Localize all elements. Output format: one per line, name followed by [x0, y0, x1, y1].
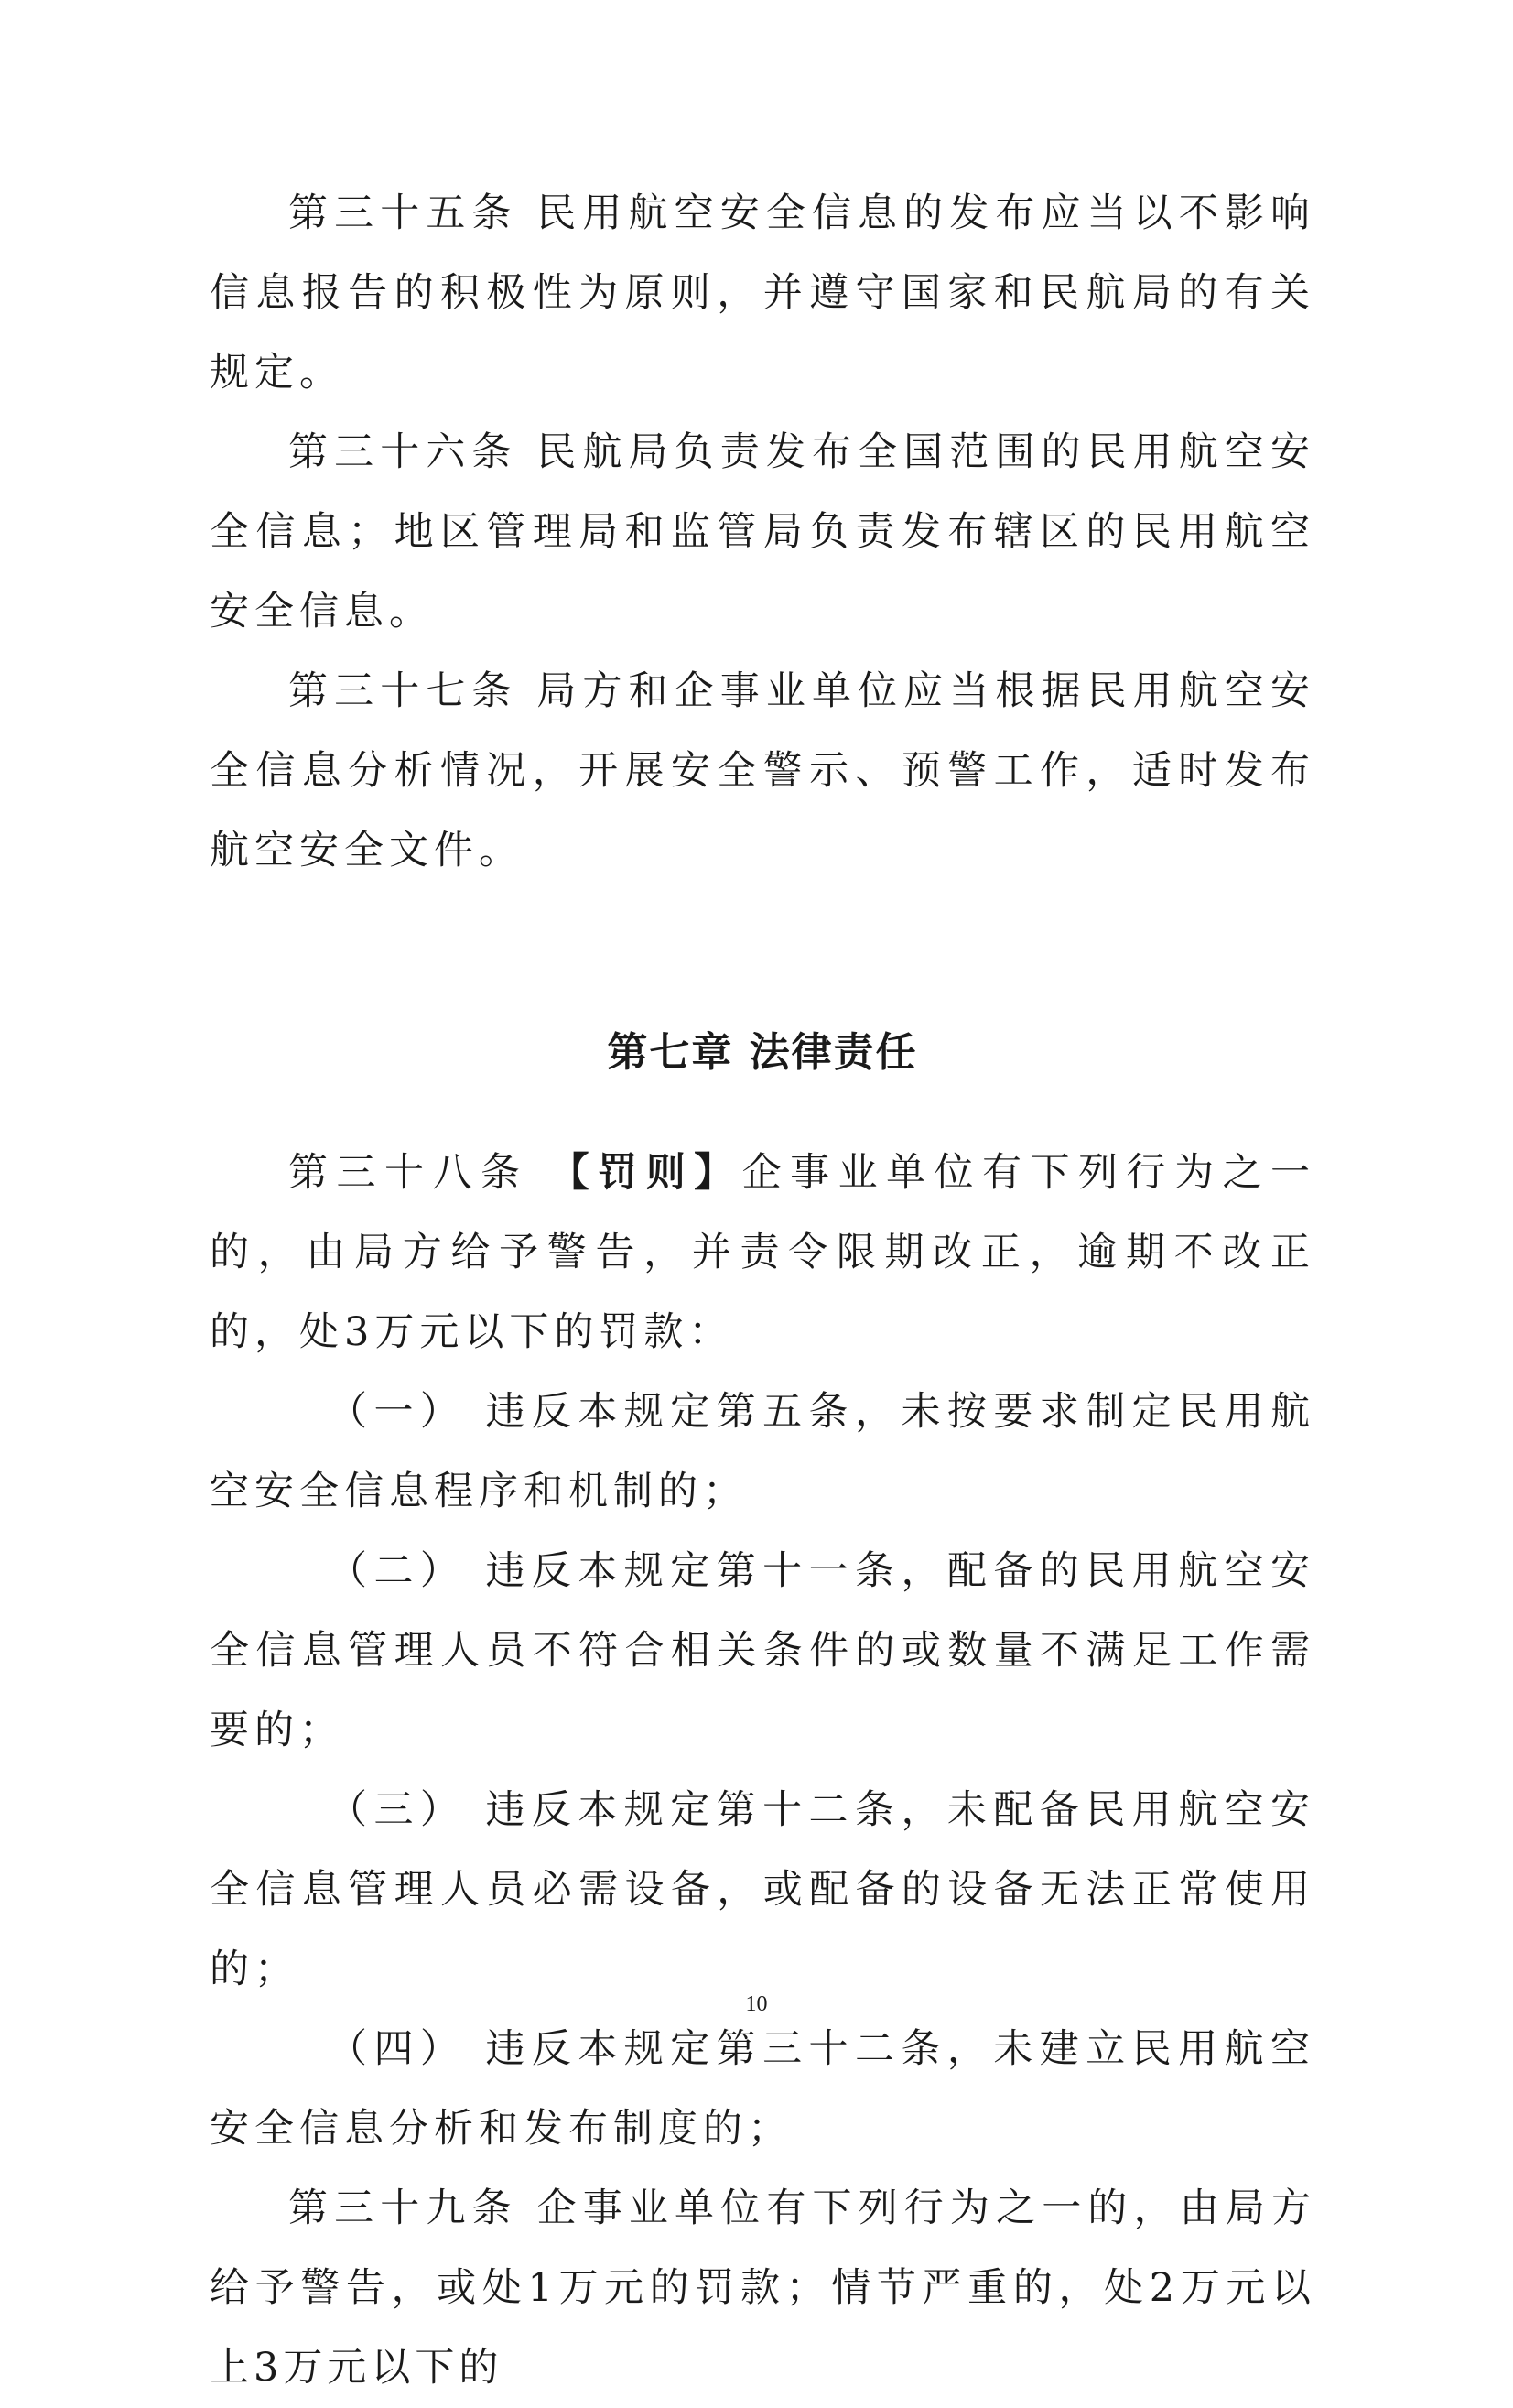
article-38-heading: 【罚则】: [549, 1150, 742, 1196]
article-38: [210, 1133, 1315, 1372]
list-item-3: （三） 违反本规定第十二条，未配备民用航空安全信息管理人员必需设备，或配备的设备无法正常使用的；: [210, 1787, 1315, 1992]
article-39: 第三十九条 企事业单位有下列行为之一的，由局方给予警告，或处1万元的罚款；情节严重的，处2万元以上3万元以下的: [210, 2186, 1315, 2391]
spacer: [210, 1094, 1315, 1133]
article-37: 第三十七条 局方和企事业单位应当根据民用航空安全信息分析情况，开展安全警示、预警工作，适时发布航空安全文件。: [210, 668, 1315, 873]
article-38-number: 第三十八条: [288, 1150, 550, 1196]
page-body: [210, 174, 1315, 2408]
article-35: 第三十五条 民用航空安全信息的发布应当以不影响信息报告的积极性为原则，并遵守国家和民航局的有关规定。: [210, 190, 1315, 396]
page-number: 10: [745, 1992, 768, 2016]
article-36: 第三十六条 民航局负责发布全国范围的民用航空安全信息；地区管理局和监管局负责发布辖区的民用航空安全信息。: [210, 429, 1315, 635]
article-38-text: 企事业单位有下列行为之一的，由局方给予警告，并责令限期改正，逾期不改正的，处3万元以下的罚款：: [210, 1150, 1316, 1355]
list-item-4: （四） 违反本规定第三十二条，未建立民用航空安全信息分析和发布制度的；: [210, 2026, 1315, 2152]
list-item-2: （二） 违反本规定第十一条，配备的民用航空安全信息管理人员不符合相关条件的或数量不满足工作需要的；: [210, 1548, 1315, 1753]
list-item-1: （一） 违反本规定第五条，未按要求制定民用航空安全信息程序和机制的；: [210, 1389, 1315, 1514]
spacer: [210, 891, 1315, 1011]
chapter-heading: 第七章 法律责任: [607, 1029, 918, 1076]
